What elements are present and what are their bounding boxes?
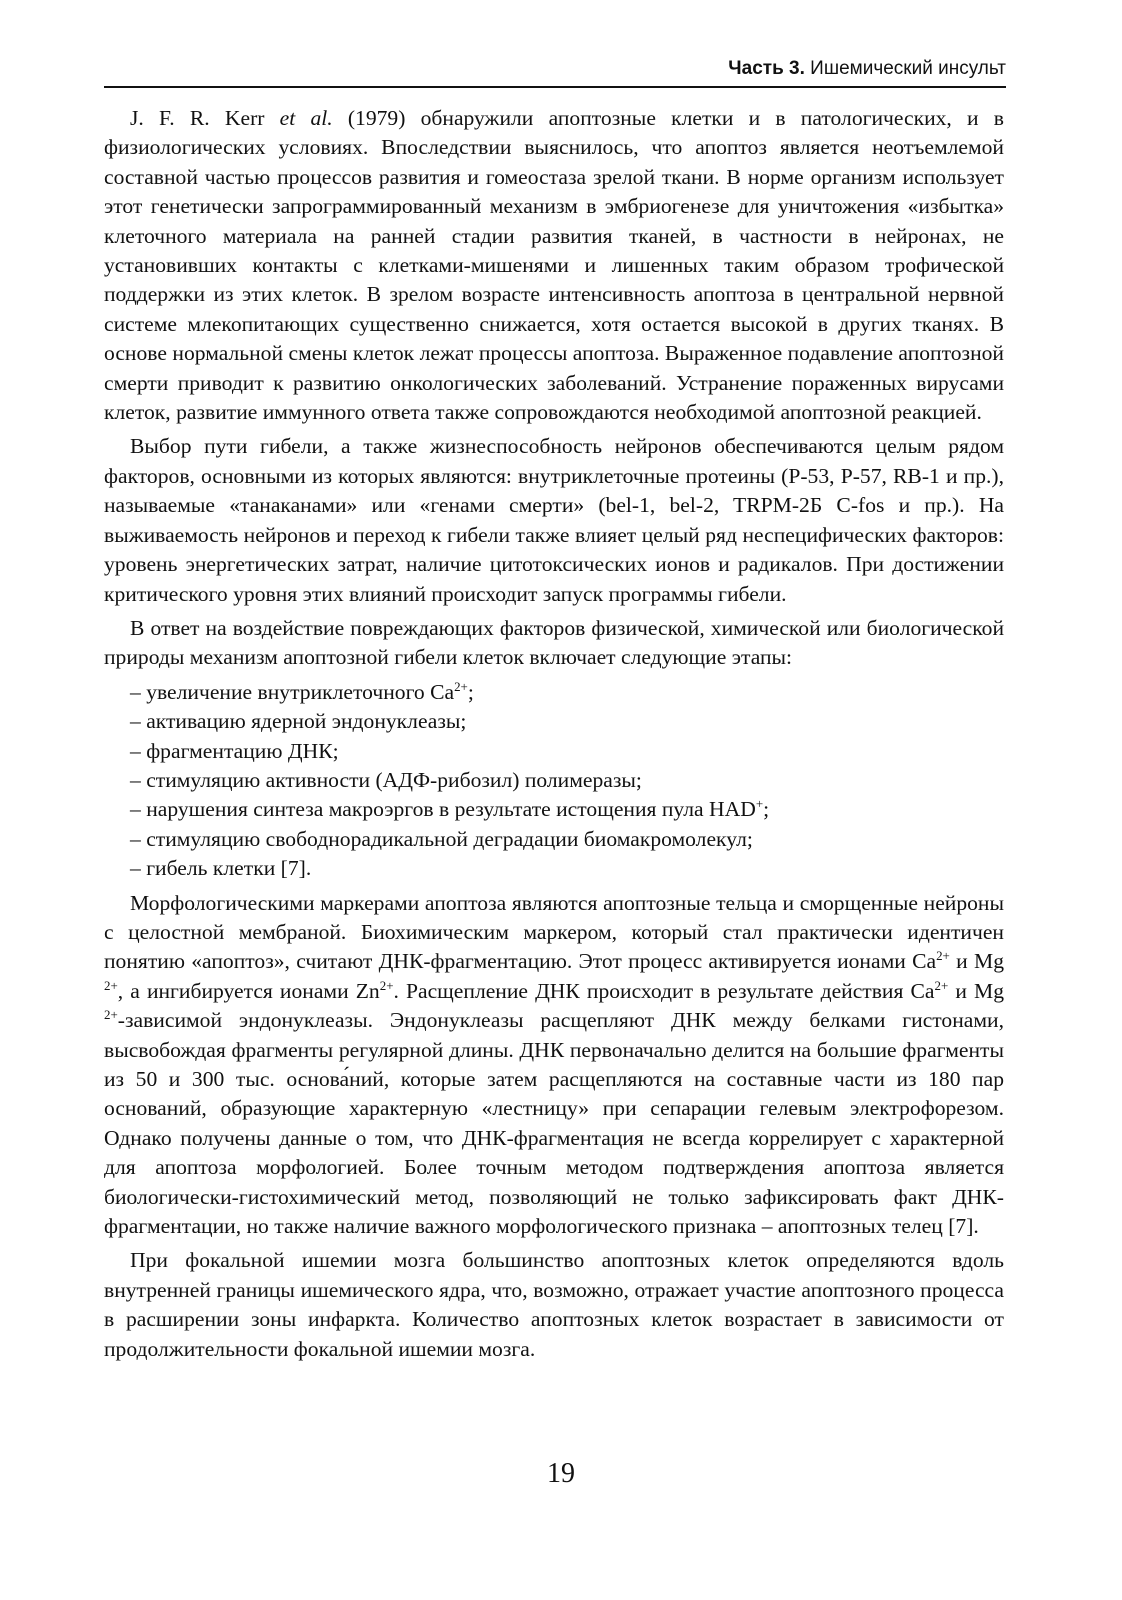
paragraph — [104, 889, 1004, 1242]
text-segment: – гибель клетки [7]. — [130, 856, 312, 881]
text-segment: Выбор пути гибели, а также жизнеспособность нейронов обеспечиваются целым рядом факторов, основными из которых являются: внутриклеточные протеины (P-53, P-57, RB-1 и пр.), называемые «танаканами» или «генами смерти» (bel-1, bel-2, TRPM-2Б C-fos и пр.). На выживаемость нейронов и переход к гибели также влияет целый ряд неспецифических факторов: уровень энергетических затрат, наличие цитотоксических ионов и радикалов. При достижении критического уровня этих влияний происходит запуск программы гибели. — [104, 434, 1004, 606]
superscript: 2+ — [454, 678, 468, 694]
text-segment: (1979) обнаружили апоптозные клетки и в патологических, и в физиологических условиях. Впоследствии выяснилось, что апоптоз является неотъемлемой составной частью процессов развития и гомеостаза зрелой ткани. В норме организм использует этот генетически запрограммированный механизм в эмбриогенезе для уничтожения «избытка» клеточного материала на ранней стадии развития тканей, в частности в нейронах, не установивших контакты с клетками-мишенями и лишенных таким образом трофической поддержки из этих клеток. В зрелом возрасте интенсивность апоптоза в центральной нервной системе млекопитающих существенно снижается, хотя остается высокой в других тканях. В основе нормальной смены клеток лежат процессы апоптоза. Выраженное подавление апоптозной смерти приводит к развитию онкологических заболеваний. Устранение пораженных вирусами клеток, развитие иммунного ответа также сопровождаются необходимой апоптозной реакцией. — [104, 106, 1004, 425]
text-segment: В ответ на воздействие повреждающих факторов физической, химической или биологической природы механизм апоптозной гибели клеток включает следующие этапы: — [104, 615, 1004, 670]
text-segment: Морфологическими маркерами апоптоза являются апоптозные тельца и сморщенные нейроны с целостной мембраной. Биохимическим маркером, который стал практически идентичен понятию «апоптоз», считают ДНК-фрагментацию. Этот процесс активируется ионами Ca — [104, 890, 1004, 974]
text-segment: ; — [763, 797, 770, 822]
text-segment: – фрагментацию ДНК; — [130, 738, 339, 763]
superscript: 2+ — [934, 978, 949, 994]
superscript: + — [755, 796, 764, 812]
text-segment: J. F. R. Kerr — [130, 106, 280, 130]
apoptosis-stages-list — [104, 678, 1004, 884]
text-segment: и Mg — [949, 949, 1004, 974]
text-segment: ; — [467, 679, 474, 704]
text-segment: – стимуляцию активности (АДФ-рибозил) полимеразы; — [130, 767, 642, 792]
text-segment: При фокальной ишемии мозга большинство апоптозных клеток определяются вдоль внутренней границы ишемического ядра, что, возможно, отражает участие апоптозного процесса в расширении зоны инфаркта. Количество апоптозных клеток возрастает в зависимости от продолжительности фокальной ишемии мозга. — [104, 1248, 1004, 1361]
list-item — [104, 825, 1004, 854]
text-segment: , а ингибируется ионами Zn — [117, 978, 380, 1003]
list-item — [104, 737, 1004, 766]
paragraph — [104, 1246, 1004, 1364]
text-segment: -зависимой эндонуклеазы. Эндонуклеазы расщепляют ДНК между белками гистонами, высвобождая фрагменты регулярной длины. ДНК первоначально делится на большие фрагменты из 50 и 300 тыс. основа́ний, которые затем расщепляются на составные части из 180 пар оснований, образующие характерную «лестницу» при сепарации гелевым электрофорезом. Однако получены данные о том, что ДНК-фрагментация не всегда коррелирует с характерной для апоптоза морфологией. Более точным методом подтверждения апоптоза является биологически-гистохимический метод, позволяющий не только зафиксировать факт ДНК-фрагментации, но также наличие важного морфологического признака – апоптозных телец [7]. — [104, 1008, 1004, 1239]
paragraph — [104, 104, 1004, 427]
superscript: 2+ — [379, 978, 394, 994]
header-rule — [104, 86, 1006, 88]
list-item — [104, 854, 1004, 883]
text-segment: и Mg — [948, 978, 1005, 1003]
running-header — [728, 58, 1006, 80]
text-segment: . Расщепление ДНК происходит в результате действия Ca — [393, 978, 935, 1003]
page-number: 19 — [547, 1458, 575, 1489]
list-item — [104, 766, 1004, 795]
paragraph — [104, 432, 1004, 608]
page-body — [104, 104, 1004, 1369]
list-item — [104, 707, 1004, 736]
text-segment: – нарушения синтеза макроэргов в результате истощения пула НАD — [130, 797, 756, 822]
paragraphs-after-list — [104, 889, 1004, 1365]
superscript: 2+ — [104, 978, 118, 994]
superscript: 2+ — [936, 948, 950, 964]
italic-text: et al. — [279, 106, 333, 130]
paragraphs-before-list — [104, 104, 1004, 673]
part-label: Часть 3. — [728, 58, 805, 79]
list-item — [104, 795, 1004, 824]
text-segment: – увеличение внутриклеточного Ca — [130, 679, 455, 704]
section-title: Ишемический инсульт — [810, 58, 1006, 79]
paragraph — [104, 614, 1004, 673]
list-item — [104, 678, 1004, 707]
text-segment: – активацию ядерной эндонуклеазы; — [130, 709, 467, 734]
superscript: 2+ — [104, 1007, 118, 1023]
text-segment: – стимуляцию свободнорадикальной деградации биомакромолекул; — [130, 826, 753, 851]
